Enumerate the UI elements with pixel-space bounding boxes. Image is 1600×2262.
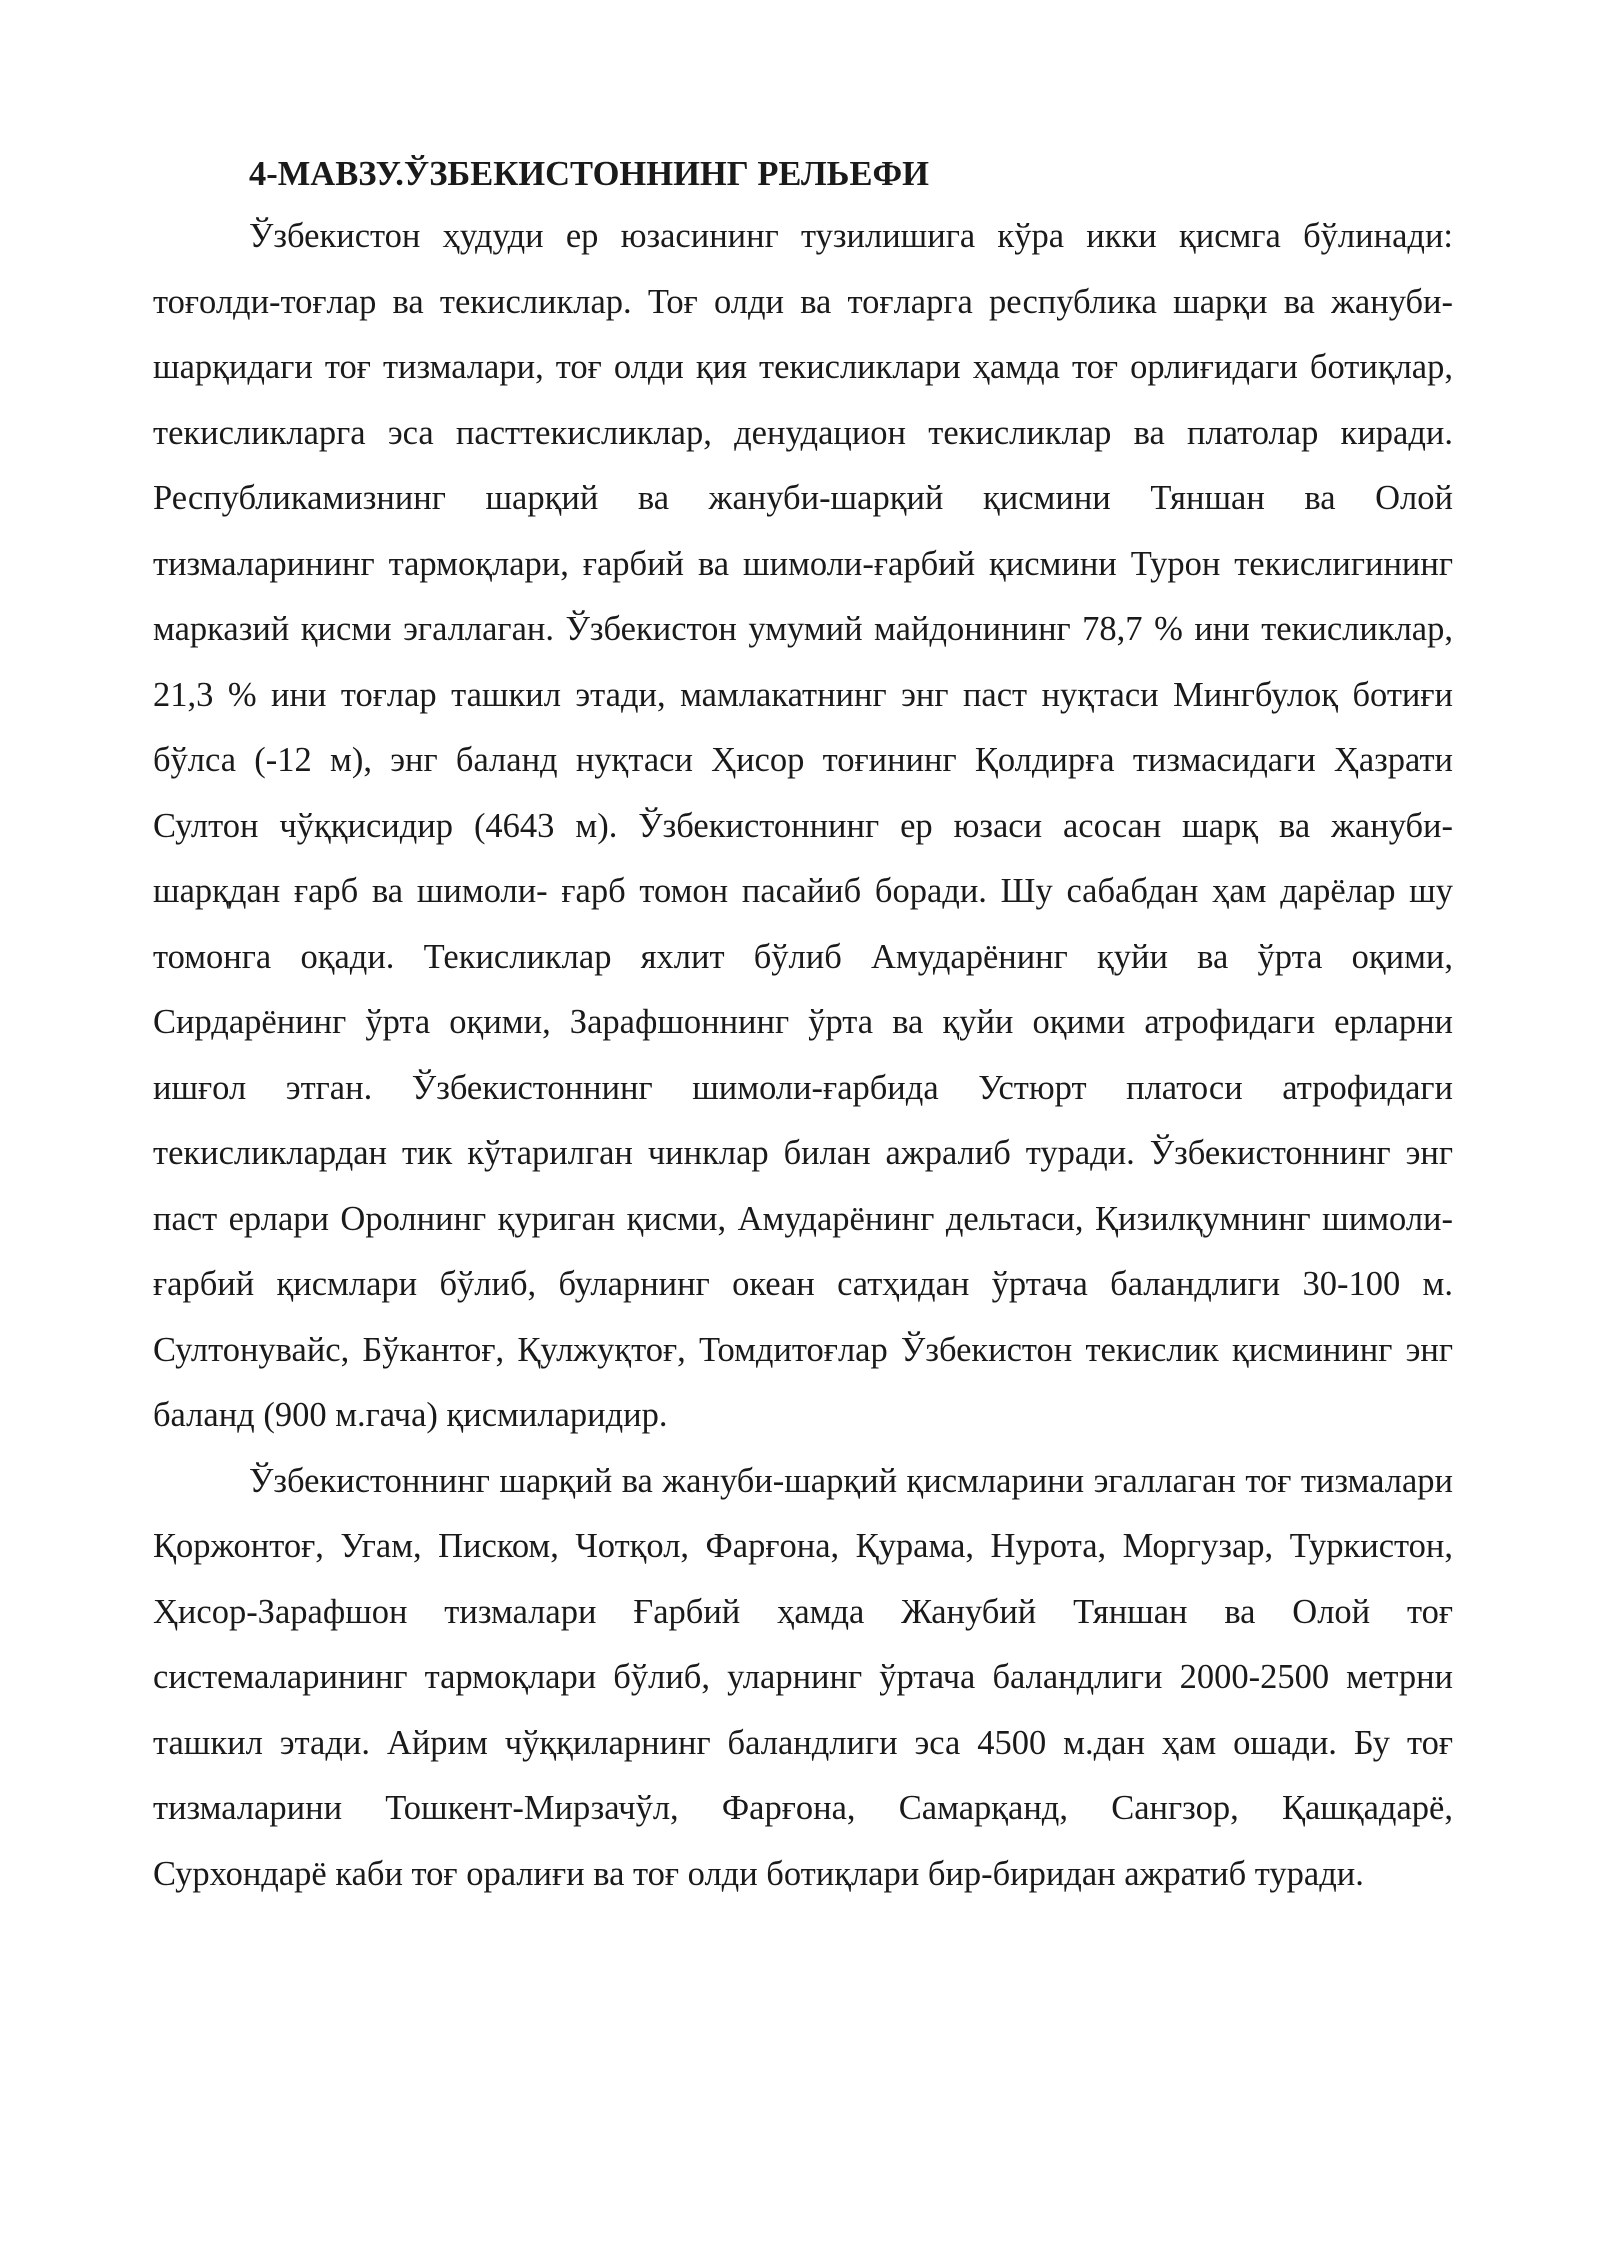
document-body xyxy=(153,144,1453,1907)
page-title: 4-МАВЗУ.ЎЗБЕКИСТОННИНГ РЕЛЬЕФИ xyxy=(249,155,929,193)
paragraph-mountain-ranges: Ўзбекистоннинг шарқий ва жануби-шарқий қисмларини эгаллаган тоғ тизмалари Қоржонтоғ, Угам, Писком, Чотқол, Фарғона, Қурама, Нурота, Моргузар, Туркистон, Ҳисор-Зарафшон тизмалари Ғарбий ҳамда Жанубий Тяншан ва Олой тоғ системаларининг тармоқлари бўлиб, уларнинг ўртача баландлиги 2000-2500 метрни ташкил этади. Айрим чўққиларнинг баландлиги эса 4500 м.дан ҳам ошади. Бу тоғ тизмаларини Тошкент-Мирзачўл, Фарғона, Самарқанд, Сангзор, Қашқадарё, Сурхондарё каби тоғ оралиғи ва тоғ олди ботиқлари бир-биридан ажратиб туради. xyxy=(153,1461,1453,1893)
paragraph-relief-overview: Ўзбекистон ҳудуди ер юзасининг тузилишига кўра икки қисмга бўлинади: тоғолди-тоғлар ва текисликлар. Тоғ олди ва тоғларга республика шарқи ва жануби-шарқидаги тоғ тизмалари, тоғ олди қия текисликлари ҳамда тоғ орлиғидаги ботиқлар, текисликларга эса пасттекисликлар, денудацион текисликлар ва платолар киради. Республикамизнинг шарқий ва жануби-шарқий қисмини Тяншан ва Олой тизмаларининг тармоқлари, ғарбий ва шимоли-ғарбий қисмини Турон текислигининг марказий қисми эгаллаган. Ўзбекистон умумий майдонининг 78,7 % ини текисликлар, 21,3 % ини тоғлар ташкил этади, мамлакатнинг энг паст нуқтаси Мингбулоқ ботиғи бўлса (-12 м), энг баланд нуқтаси Ҳисор тоғининг Қолдирға тизмасидаги Ҳазрати Султон чўққисидир (4643 м). Ўзбекистоннинг ер юзаси асосан шарқ ва жануби-шарқдан ғарб ва шимоли- ғарб томон пасайиб боради. Шу сабабдан ҳам дарёлар шу томонга оқади. Текисликлар яхлит бўлиб Амударёнинг қуйи ва ўрта оқими, Сирдарёнинг ўрта оқими, Зарафшоннинг ўрта ва қуйи оқими атрофидаги ерларни ишғол этган. Ўзбекистоннинг шимоли-ғарбида Устюрт платоси атрофидаги текисликлардан тик кўтарилган чинклар билан ажралиб туради. Ўзбекистоннинг энг паст ерлари Оролнинг қуриган қисми, Амударёнинг дельтаси, Қизилқумнинг шимоли-ғарбий қисмлари бўлиб, буларнинг океан сатҳидан ўртача баландлиги 30-100 м. Султонувайс, Бўкантоғ, Қулжуқтоғ, Томдитоғлар Ўзбекистон текислик қисмининг энг баланд (900 м.гача) қисмиларидир. xyxy=(153,217,1453,1434)
